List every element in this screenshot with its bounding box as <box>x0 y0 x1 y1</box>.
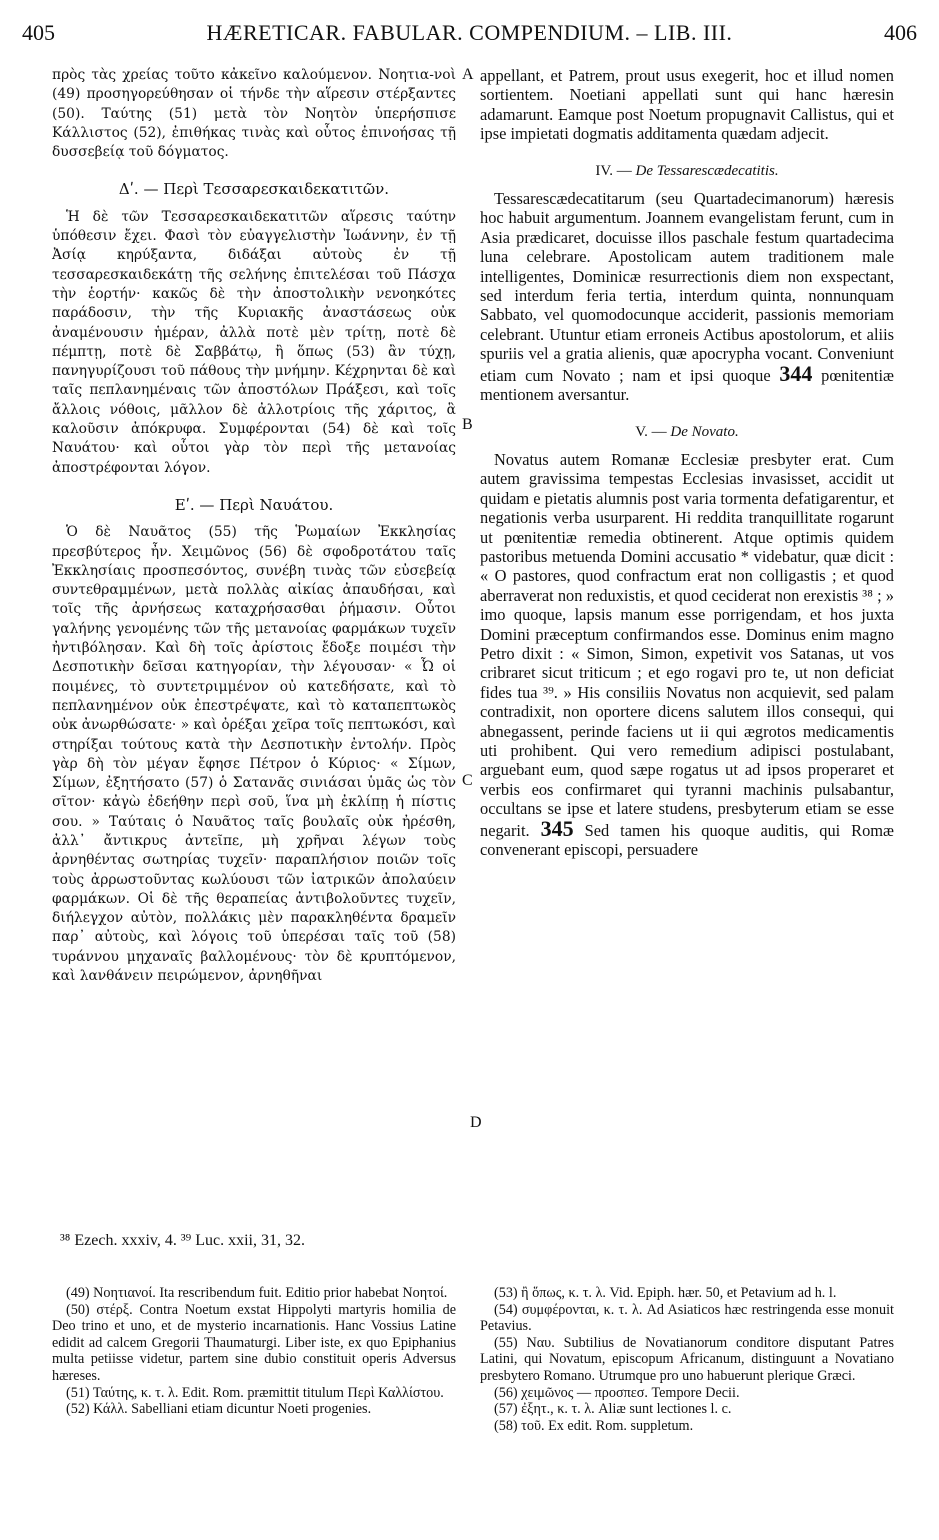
footnotes-left <box>52 1285 456 1418</box>
latin-section-5-text-a: Novatus autem Romanæ Ecclesiæ presbyter erat. Cum autem gravissima tempestas Ecclesias invasisset, accidit ut quidam e pietatis alumnis post varia tormenta defatigarentur, et negationis verba usurparent. Hi reddita tranquillitate rogarunt ut pœnitentiæ remedia obtinerent. Atque optimis quidem pastoribus metuenda Domini accusatio * videbatur, quæ dicit : « O pastores, quod confractum erat non colligastis ; et quod aberraverat non reduxistis, et quod ceciderat non erexistis ³⁸ ; » imo quoque, lapsis manum esse porrigendam, et hos juxta Domini præceptum confirmandos esse. Dominus enim magno Petro dixit : « Simon, Simon, expetivit vos Satanas, ut vos cribraret sicut triticum ; et ego rogavi pro te, ut non deficiat fides tua ³⁹. » His consiliis Novatus non acquievit, sed palam contradixit, non oportere dicens salutem illos consequi, qui abnegassent, perinde faciens ut ii qui ægrotos medicamentis uti prohibent. Qui vero remedium adipisci postulabant, arguebant eum, quod sæpe rogatus ut ad ipsos properaret et verbis eos confirmaret qui tyranni machinis pulsabantur, occultans se ipse et latere studens, presbyterum etiam se esse negarit. <box>480 449 894 840</box>
margin-letter-b: B <box>462 416 473 433</box>
latin-intro: appellant, et Patrem, prout usus exegerit, hoc et illud nomen sortientem. Noetiani appellati sunt qui hanc hæresin adamarunt. Eamque post Noetum propugnavit Callistus, qui et ipse impietati dogmatis additamenta quædam adjecit. <box>480 66 894 144</box>
latin-section-4-text-b: pœnitentiæ mentionem aversantur. <box>480 365 894 405</box>
footnote: (56) χειμῶνος — προσπεσ. Tempore Decii. <box>494 1384 740 1401</box>
footnote: (53) ἢ ὅπως, κ. τ. λ. Vid. Epiph. hær. 50, et Petavium ad h. l. <box>494 1285 837 1301</box>
latin-section-4-heading: De Tessarescædecatitis. <box>635 162 779 179</box>
footnote: (50) στέρξ. Contra Noetum exstat Hippolyti martyris homilia de Deo trino et uno, et de mysterio incarnationis. Hanc Vossius Latine edidit ad calcem Gregorii Thaumaturgi. Liber iste, ex quo Epiphanius multa petiisse videtur, partem sine dubio constituit operis Adversus hæreses. <box>52 1301 456 1384</box>
edition-page-mark-345: 345 <box>540 815 574 841</box>
footnote: (57) ἐξητ., κ. τ. λ. Aliæ sunt lectiones l. c. <box>494 1401 732 1418</box>
latin-section-4-text <box>480 189 894 404</box>
footnote: (52) Κάλλ. Sabelliani etiam dicuntur Noeti progenies. <box>66 1401 372 1418</box>
greek-intro: πρὸς τὰς χρείας τοῦτο κἀκεῖνο καλούμενον. Νοητια-νοὶ (49) προσηγορεύθησαν οἱ τήνδε τὴν αἵρεσιν στέρξαντες (50). Ταύτης (51) μετὰ τὸν Νοητὸν ὑπερήσπισε Κάλλιστος (52), ἐπιθήκας τινὰς καὶ οὗτος ἐπινοήσας τῇ δυσσεβείᾳ τοῦ δόγματος. <box>52 67 456 161</box>
latin-section-5-number: V. — <box>635 423 667 440</box>
greek-section-4-text: Ἡ δὲ τῶν Τεσσαρεσκαιδεκατιτῶν αἵρεσις ταύτην ὑπόθεσιν ἔχει. Φασὶ τὸν εὐαγγελιστὴν Ἰωάννην, ἐν τῇ Ἀσίᾳ κηρύξαντα, διδάξαι αὐτοὺς ἐν τῇ τεσσαρεσκαιδεκάτῃ τῆς σελήνης ἐπιτελέσαι τοῦ Πάσχα τὴν ἑορτήν· κακῶς δὲ τὴν ἀποστολικὴν νενοηκότες παράδοσιν, τὴν τῆς Κυριακῆς ἀναστάσεως οὐκ ἀναμένουσιν ἡμέραν, ἀλλὰ ποτὲ μὲν τρίτῃ, ποτὲ δὲ πέμπτῃ, ποτὲ δὲ Σαββάτῳ, ἢ ὅπως (53) ἂν τύχῃ, πανηγυρίζουσι τοῦ πάθους τὴν μνήμην. Κέχρηνται δὲ καὶ ταῖς πεπλανημέναις τῶν ἀποστόλων Πράξεσι, καὶ τοῖς ἄλλοις νόθοις, μᾶλλον δὲ ἀλλοτρίοις τῆς χάριτος, ἃ καλοῦσιν ἀπόκρυφα. Συμφέρονται (54) δὲ καὶ τοῖς Ναυάτου· καὶ οὗτοι γὰρ τὸν περὶ τῆς μετανοίας ἀποστρέφονται λόγον. <box>52 208 456 476</box>
greek-section-5-title: Εʹ. — Περὶ Ναυάτου. <box>174 495 334 514</box>
margin-letter-a: A <box>462 66 474 83</box>
edition-page-mark-344: 344 <box>779 360 813 386</box>
page-number-right: 406 <box>884 20 917 45</box>
latin-section-5-heading: De Novato. <box>670 423 739 440</box>
running-title: HÆRETICAR. FABULAR. COMPENDIUM. – LIB. III. <box>206 20 733 45</box>
footnote: (58) τοῦ. Ex edit. Rom. suppletum. <box>494 1417 694 1434</box>
latin-section-4-title <box>480 162 894 181</box>
latin-section-4-text-a: Tessarescædecatitarum (seu Quartadecimanorum) hæresis hoc habuit argumentum. Joannem evangelistam ferunt, cum in Asia prædicaret, docuisse illos paschale festum quartadecima luna celebrare. Apostolicam autem traditionem male intelligentes, Dominicæ resurrectionis diem non exspectant, sed interdum feria tertia, interdum quinta, nonnunquam Sabbato, vel quomodocunque acciderit, passionis memoriam celebrant. Utuntur etiam erroneis Actibus apostolorum, et aliis spuriis vel a gratia alienis, quæ apocrypha vocant. Conveniunt etiam cum Novato ; nam et ipsi quoque <box>480 189 894 385</box>
greek-column <box>52 66 456 986</box>
greek-section-4-title: Δʹ. — Περὶ Τεσσαρεσκαιδεκατιτῶν. <box>118 180 390 199</box>
scripture-references: ³⁸ Ezech. xxxiv, 4. ³⁹ Luc. xxii, 31, 32. <box>60 1232 305 1249</box>
footnote: (55) Ναυ. Subtilius de Novatianorum conditore disputant Patres Latini, qui Novatum, episcopum Africanum, distinguunt a Novatiano presbytero Romano. Utrumque pro uno habuerunt plerique Græci. <box>480 1334 894 1384</box>
footnote: (49) Νοητιανοί. Ita rescribendum fuit. Editio prior habebat Νοητοί. <box>66 1285 448 1301</box>
margin-letter-c: C <box>462 772 473 789</box>
page-number-left: 405 <box>22 20 55 45</box>
greek-section-5-text: Ὁ δὲ Ναυᾶτος (55) τῆς Ῥωμαίων Ἐκκλησίας πρεσβύτερος ἦν. Χειμῶνος (56) δὲ σφοδροτάτου ταῖς Ἐκκλησίαις προσπεσόντος, συνέβη τινὰς τῶν εὐσεβείᾳ συντεθραμμένων, μετὰ πολλὰς αἰκίας ἀπαυδήσαι, καὶ τοῖς τῆς ἀρνήσεως καταχρήσασθαι ῥήμασιν. Οὗτοι γαλήνης γενομένης τῶν τῆς μετανοίας φαρμάκων τυχεῖν ἠντιβόλησαν. Καὶ δὴ τοῖς ἀρίστοις ἔδοξε ποιμέσι τὴν Δεσποτικὴν δεῖσαι κατηγορίαν, τὴν λέγουσαν· « Ὦ οἱ ποιμένες, τὸ συντετριμμένον οὐ κατεδήσατε, καὶ τὸ πεπλανημένον οὐκ ἐπεστρέψατε, καὶ τὸ καταπεπτωκὸς οὐκ ἀνωρθώσατε· » καὶ ὀρέξαι χεῖρα τοῖς πεπτωκόσι, καὶ στηρίξαι τούτους κατὰ τὴν Δεσποτικὴν ἐντολήν. Πρὸς γὰρ δὴ τὸν μέγαν ἔφησε Πέτρον ὁ Κύριος· « Σίμων, Σίμων, ἐξητήσατο (57) ὁ Σατανᾶς σινιάσαι ὑμᾶς ὡς τὸν σῖτον· κἀγὼ ἐδεήθην περὶ σοῦ, ἵνα μὴ ἐκλίπῃ ἡ πίστις σου. » Ταύταις ὁ Ναυᾶτος ταῖς βουλαῖς οὐκ ἠρέσθη, ἀλλ᾽ ἄντικρυς ἀντεῖπε, μὴ χρῆναι λέγων τοὺς ἀρνηθέντας σωτηρίας τυχεῖν· παραπλήσιον ποιῶν τοῖς τοὺς ἀρρωστοῦντας κωλύουσι τῶν ἰατρικῶν ἀπολαύειν φαρμάκων. Οἱ δὲ τῆς θεραπείας ἀντιβολοῦντες τυχεῖν, διήλεγχον αὐτὸν, πολλάκις μὲν παρακληθέντα δραμεῖν παρ᾽ αὐτοὺς, καὶ λόγοις τοῦ ὑπερέσαι ταῖς τοῦ (58) τυράννου μηχαναῖς βαλλομένους· τὸν δὲ κρυπτόμενον, καὶ λανθάνειν πειρώμενον, ἀρνηθῆναι <box>52 524 456 985</box>
latin-section-5-title <box>480 423 894 442</box>
footnotes-right <box>480 1285 894 1434</box>
latin-section-5-text <box>480 450 894 860</box>
latin-column <box>480 66 894 859</box>
latin-section-5-text-b: Sed tamen his quoque auditis, qui Romæ convenerant episcopi, persuadere <box>480 820 894 860</box>
footnote: (54) συμφέρονται, κ. τ. λ. Ad Asiaticos hæc restringenda esse monuit Petavius. <box>480 1301 894 1335</box>
running-header <box>22 14 917 50</box>
margin-letter-d: D <box>470 1114 482 1131</box>
latin-section-4-number: IV. — <box>595 162 632 179</box>
footnote: (51) Ταύτης, κ. τ. λ. Edit. Rom. præmittit titulum Περὶ Καλλίστου. <box>66 1384 444 1401</box>
